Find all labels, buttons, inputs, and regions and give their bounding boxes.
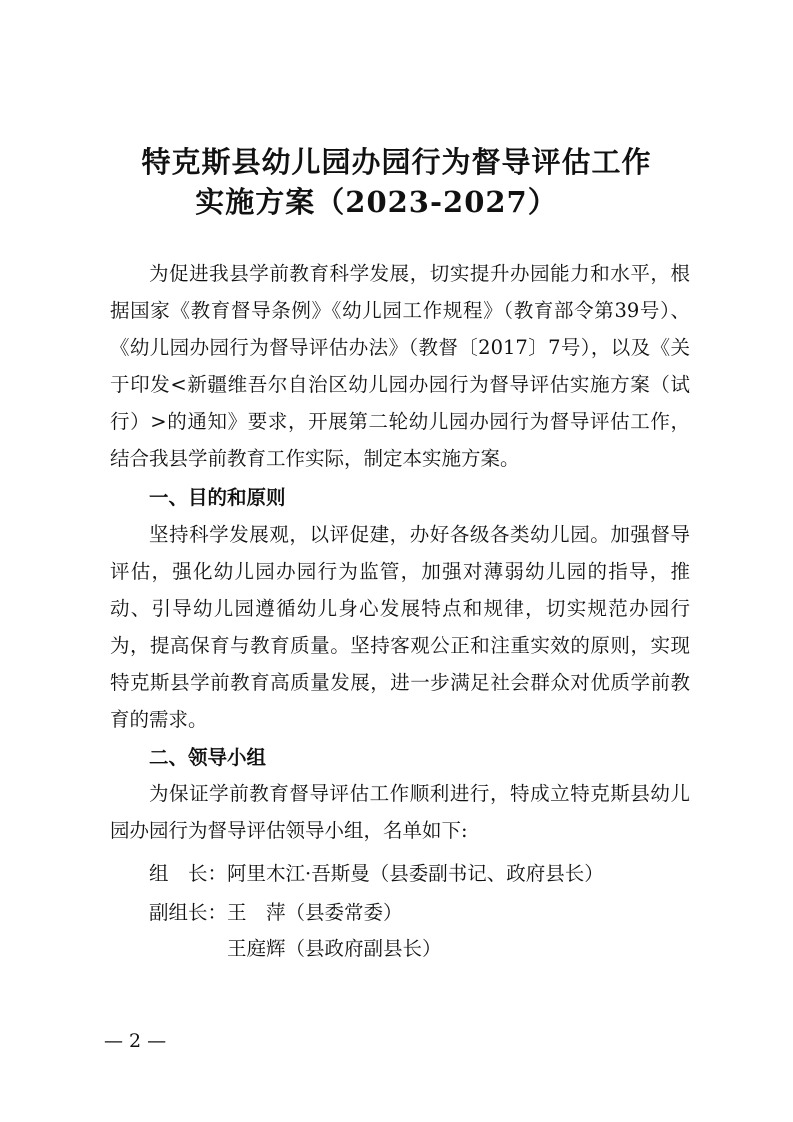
- section-body-leadership: 为保证学前教育督导评估工作顺利进行，特成立特克斯县幼儿园办园行为督导评估领导小组，名单如下:: [110, 782, 690, 842]
- document-title-line2: 实施方案（2023-2027）: [195, 185, 558, 219]
- page-number: — 2 —: [104, 1030, 167, 1052]
- leader-entry: 组 长：阿里木江·吾斯曼（县委副书记、政府县长）: [149, 862, 604, 885]
- section-body-purpose: 坚持科学发展观，以评促建，办好各级各类幼儿园。加强督导评估，强化幼儿园办园行为监管，加强对薄弱幼儿园的指导，推动、引导幼儿园遵循幼儿身心发展特点和规律，切实规范办园行为，提高保育与教育质量。坚持客观公正和注重实效的原则，实现特克斯县学前教育高质量发展，进一步满足社会群众对优质学前教育的需求。: [110, 523, 690, 731]
- intro-paragraph: 为促进我县学前教育科学发展，切实提升办园能力和水平，根据国家《教育督导条例》《幼儿园工作规程》（教育部令第39号）、《幼儿园办园行为督导评估办法》（教督〔2017〕7号），以及《关于印发<新疆维吾尔自治区幼儿园办园行为督导评估实施方案（试行）>的通知》要求，开展第二轮幼儿园办园行为督导评估工作，结合我县学前教育工作实际，制定本实施方案。: [110, 262, 690, 470]
- section-heading-leadership: 二、领导小组: [149, 746, 267, 769]
- section-heading-purpose: 一、目的和原则: [149, 486, 286, 509]
- document-title-line1: 特克斯县幼儿园办园行为督导评估工作: [141, 145, 652, 179]
- deputy-entry-2: 王庭辉（县政府副县长）: [227, 937, 442, 960]
- deputy-entry-1: 副组长：王 萍（县委常委）: [149, 901, 403, 924]
